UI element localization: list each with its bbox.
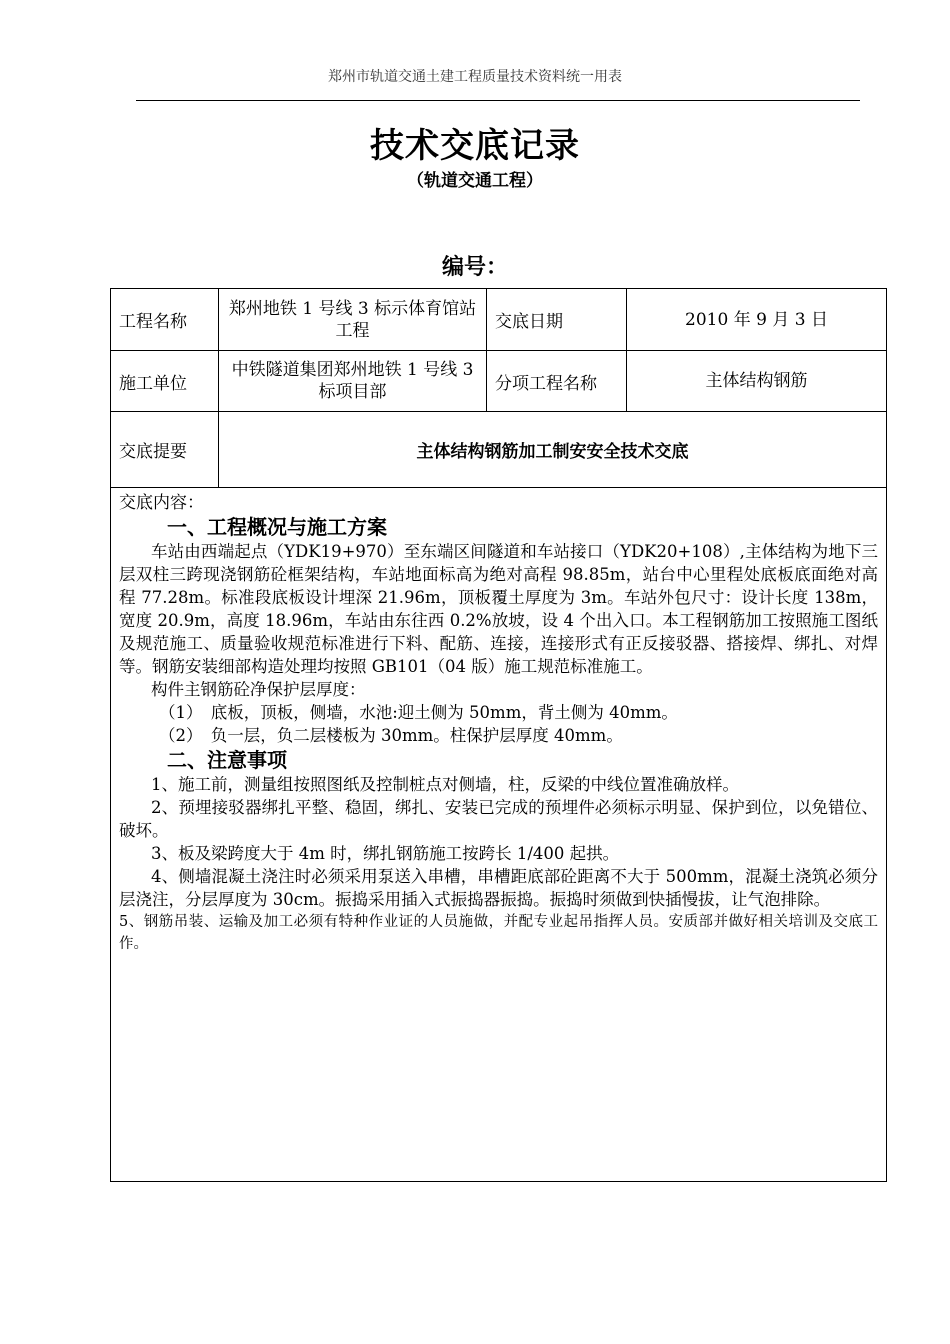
header-text: 郑州市轨道交通土建工程质量技术资料统一用表 <box>328 69 622 85</box>
contractor-value: 中铁隧道集团郑州地铁 1 号线 3 标项目部 <box>219 351 487 412</box>
content-label: 交底内容： <box>119 493 204 513</box>
summary-label: 交底提要 <box>111 412 219 488</box>
contractor-label: 施工单位 <box>111 351 219 412</box>
document-number-label: 编号： <box>441 254 508 280</box>
cover-item-2: （2） 负一层，负二层楼板为 30mm。柱保护层厚度 40mm。 <box>159 726 623 745</box>
record-form-table <box>110 288 887 1182</box>
section-2-title: 二、注意事项 <box>167 748 287 772</box>
note-2: 2、预埋接驳器绑扎平整、稳固，绑扎、安装已完成的预埋件必须标示明显、保护到位，以免错位、破坏。 <box>119 798 878 840</box>
form-row-summary <box>111 412 887 488</box>
header-rule <box>136 100 860 101</box>
note-4: 4、侧墙混凝土浇注时必须采用泵送入串槽，串槽距底部砼距离不大于 500mm，混凝土浇筑必须分层浇注，分层厚度为 30cm。振捣采用插入式振捣器振捣。振捣时须做到快插慢拔，让气泡排除。 <box>119 867 878 909</box>
content-cell <box>111 488 887 1182</box>
date-label: 交底日期 <box>487 289 627 351</box>
form-row-contractor <box>111 351 887 412</box>
section-1-paragraph: 车站由西端起点（YDK19+970）至东端区间隧道和车站接口（YDK20+108）,主体结构为地下三层双柱三跨现浇钢筋砼框架结构，车站地面标高为绝对高程 98.85m，站台中心里程处底板底面绝对高程 77.28m。标准段底板设计埋深 21.96m，顶板覆土厚度为 3m。车站外包尺寸：设计长度 138m，宽度 20.9m，高度 18.96m，车站由东往西 0.2%放坡，设 4 个出入口。本工程钢筋加工按照施工图纸及规范施工、质量验收规范标准进行下料、配筋、连接，连接形式有正反接驳器、搭接焊、绑扎、对焊等。钢筋安装细部构造处理均按照 GB101（04 版）施工规范标准施工。 <box>119 542 878 676</box>
cover-intro: 构件主钢筋砼净保护层厚度： <box>151 680 366 699</box>
note-1: 1、施工前，测量组按照图纸及控制桩点对侧墙，柱，反梁的中线位置准确放样。 <box>151 775 739 794</box>
date-value: 2010 年 9 月 3 日 <box>627 289 887 351</box>
section-1-title: 一、工程概况与施工方案 <box>167 515 387 539</box>
subitem-label: 分项工程名称 <box>487 351 627 412</box>
note-5: 5、钢筋吊装、运输及加工必须有特种作业证的人员施做，并配专业起吊指挥人员。安质部并做好相关培训及交底工作。 <box>119 914 878 952</box>
summary-value: 主体结构钢筋加工制安安全技术交底 <box>219 412 887 488</box>
cover-item-1: （1） 底板，顶板，侧墙，水池:迎土侧为 50mm，背土侧为 40mm。 <box>159 703 678 722</box>
document-subtitle: （轨道交通工程） <box>407 171 543 191</box>
project-name-label: 工程名称 <box>111 289 219 351</box>
project-name-value: 郑州地铁 1 号线 3 标示体育馆站工程 <box>219 289 487 351</box>
form-row-project <box>111 289 887 351</box>
note-3: 3、板及梁跨度大于 4m 时，绑扎钢筋施工按跨长 1/400 起拱。 <box>151 844 620 863</box>
subitem-value: 主体结构钢筋 <box>627 351 887 412</box>
form-row-content <box>111 488 887 1182</box>
document-title: 技术交底记录 <box>370 126 580 166</box>
